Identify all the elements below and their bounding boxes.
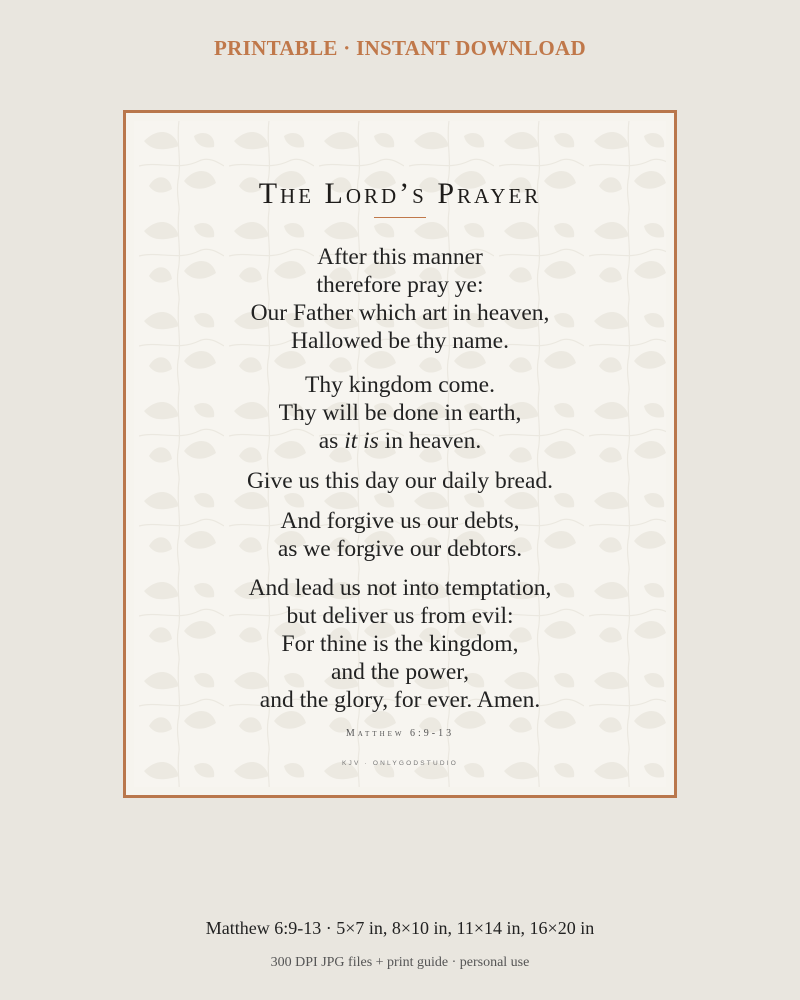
print-frame bbox=[123, 110, 677, 798]
verse-line bbox=[134, 427, 666, 455]
verse-line: For thine is the kingdom, bbox=[281, 631, 519, 657]
verse-line: Our Father which art in heaven, bbox=[250, 300, 550, 326]
verse-line: Thy will be done in earth, bbox=[278, 400, 522, 426]
verse-text: in heaven. bbox=[378, 428, 482, 454]
stanza-5 bbox=[134, 574, 666, 714]
verse-text: as bbox=[318, 428, 345, 454]
file-details: 300 DPI JPG files + print guide · personal use bbox=[270, 955, 530, 970]
top-banner: PRINTABLE · INSTANT DOWNLOAD bbox=[214, 36, 586, 60]
stanza-1 bbox=[134, 243, 666, 355]
verse-line: and the glory, for ever. Amen. bbox=[259, 687, 541, 713]
verse-line: therefore pray ye: bbox=[316, 272, 484, 298]
verse-line: and the power, bbox=[330, 659, 470, 685]
verse-line: Give us this day our daily bread. bbox=[246, 468, 554, 494]
verse-line: as we forgive our debtors. bbox=[277, 536, 523, 562]
print-paper bbox=[134, 121, 666, 787]
stanza-3 bbox=[134, 467, 666, 495]
scripture-reference: Matthew 6:9-13 bbox=[345, 728, 455, 739]
verse-line: And forgive us our debts, bbox=[280, 508, 520, 534]
verse-line: but deliver us from evil: bbox=[286, 603, 514, 629]
verse-italic-text: it is bbox=[344, 428, 379, 454]
print-title: The Lord’s Prayer bbox=[258, 177, 542, 210]
studio-credit: KJV · ONLYGODSTUDIO bbox=[341, 760, 459, 767]
available-sizes: Matthew 6:9-13 · 5×7 in, 8×10 in, 11×14 in, 16×20 in bbox=[205, 918, 595, 938]
verse-line: After this manner bbox=[317, 244, 483, 270]
stanza-2 bbox=[134, 371, 666, 455]
verse-line: Hallowed be thy name. bbox=[291, 328, 509, 354]
title-divider bbox=[374, 217, 426, 218]
verse-line: Thy kingdom come. bbox=[305, 372, 495, 398]
verse-line: And lead us not into temptation, bbox=[248, 575, 552, 601]
stanza-4 bbox=[134, 507, 666, 563]
